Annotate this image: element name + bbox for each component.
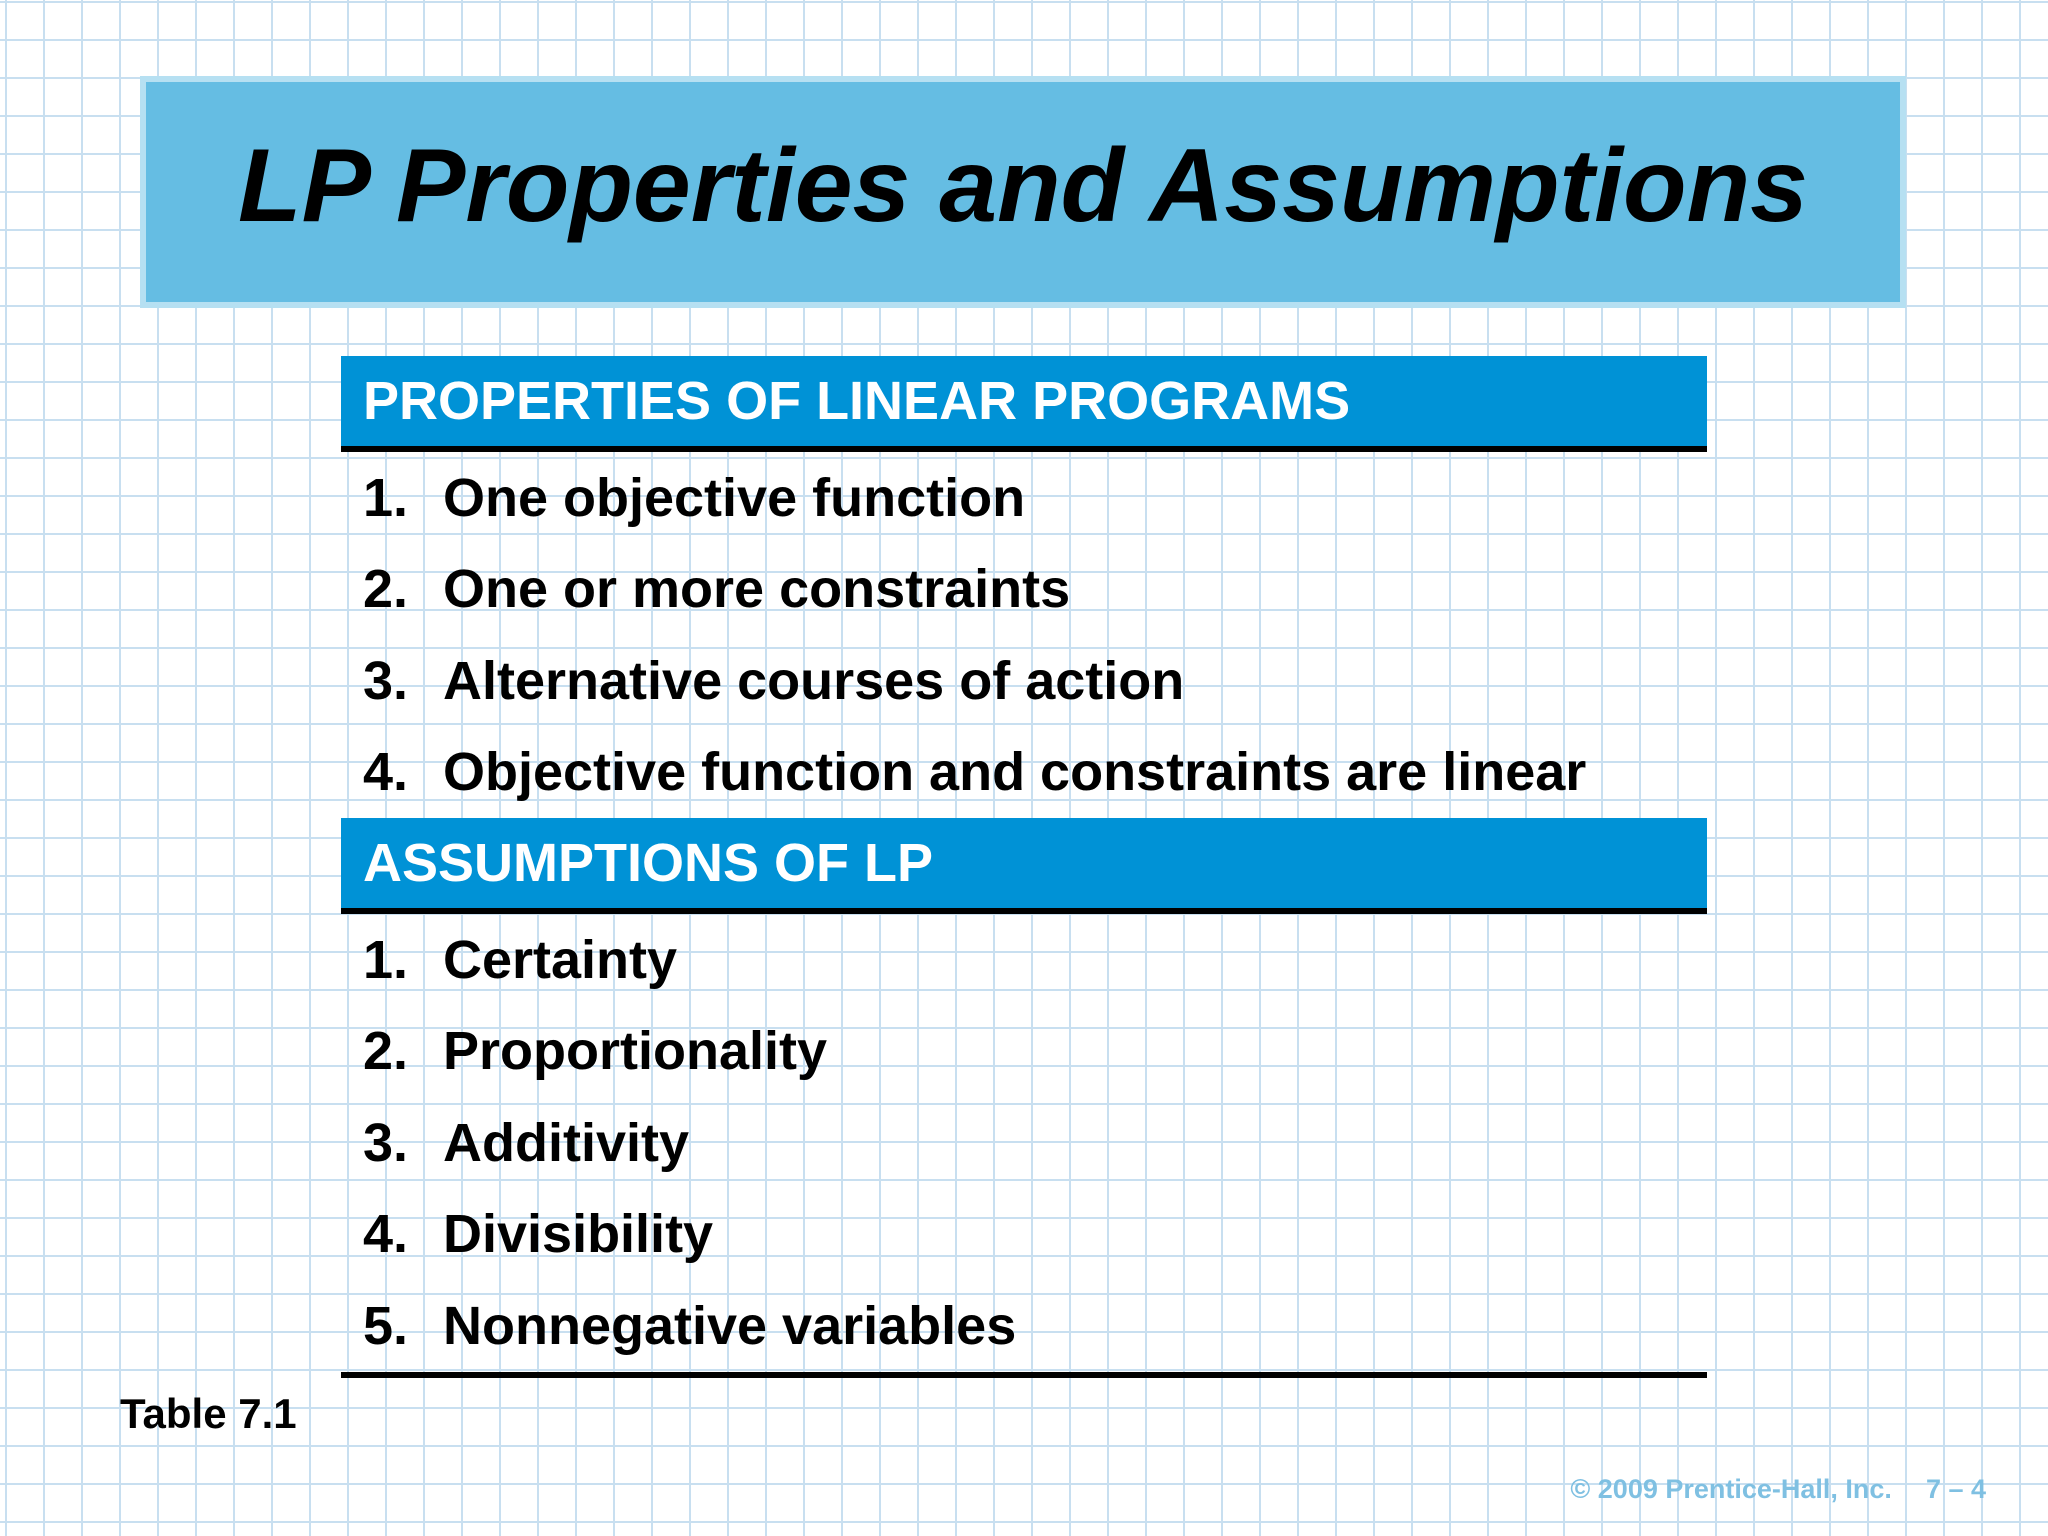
list-item	[341, 1097, 1707, 1189]
section-header-properties	[341, 356, 1707, 452]
list-item	[341, 1280, 1707, 1372]
item-number: 3.	[363, 650, 409, 711]
list-item	[341, 727, 1707, 819]
item-number: 2.	[363, 1021, 409, 1082]
list-item	[341, 1006, 1707, 1098]
page-number: 7 – 4	[1925, 1474, 1986, 1504]
section-header-label: PROPERTIES OF LINEAR PROGRAMS	[363, 371, 1351, 431]
item-text: Proportionality	[443, 1021, 828, 1082]
item-text: One objective function	[443, 467, 1026, 528]
item-number: 4.	[363, 742, 409, 803]
item-number: 5.	[363, 1295, 409, 1356]
copyright-text: © 2009 Prentice-Hall, Inc.	[1570, 1474, 1892, 1504]
item-number: 2.	[363, 559, 409, 620]
item-text: Alternative courses of action	[443, 650, 1185, 711]
item-number: 1.	[363, 929, 409, 990]
item-text: Additivity	[443, 1112, 690, 1173]
list-item	[341, 452, 1707, 544]
list-item	[341, 1189, 1707, 1281]
title-banner	[140, 76, 1906, 308]
item-text: Objective function and constraints are linear	[443, 742, 1587, 803]
table-caption: Table 7.1	[120, 1390, 297, 1437]
list-item	[341, 914, 1707, 1006]
item-number: 4.	[363, 1204, 409, 1265]
lp-table	[341, 356, 1707, 1378]
section-header-assumptions	[341, 818, 1707, 914]
item-text: Divisibility	[443, 1204, 714, 1265]
item-number: 1.	[363, 467, 409, 528]
item-text: Certainty	[443, 929, 678, 990]
slide-footer	[1570, 1474, 1986, 1505]
list-item	[341, 544, 1707, 636]
section-header-label: ASSUMPTIONS OF LP	[363, 833, 934, 893]
item-number: 3.	[363, 1112, 409, 1173]
list-item	[341, 635, 1707, 727]
item-text: One or more constraints	[443, 559, 1071, 620]
table-bottom-rule	[341, 1372, 1707, 1378]
item-text: Nonnegative variables	[443, 1295, 1017, 1356]
slide-title: LP Properties and Assumptions	[238, 127, 1808, 244]
